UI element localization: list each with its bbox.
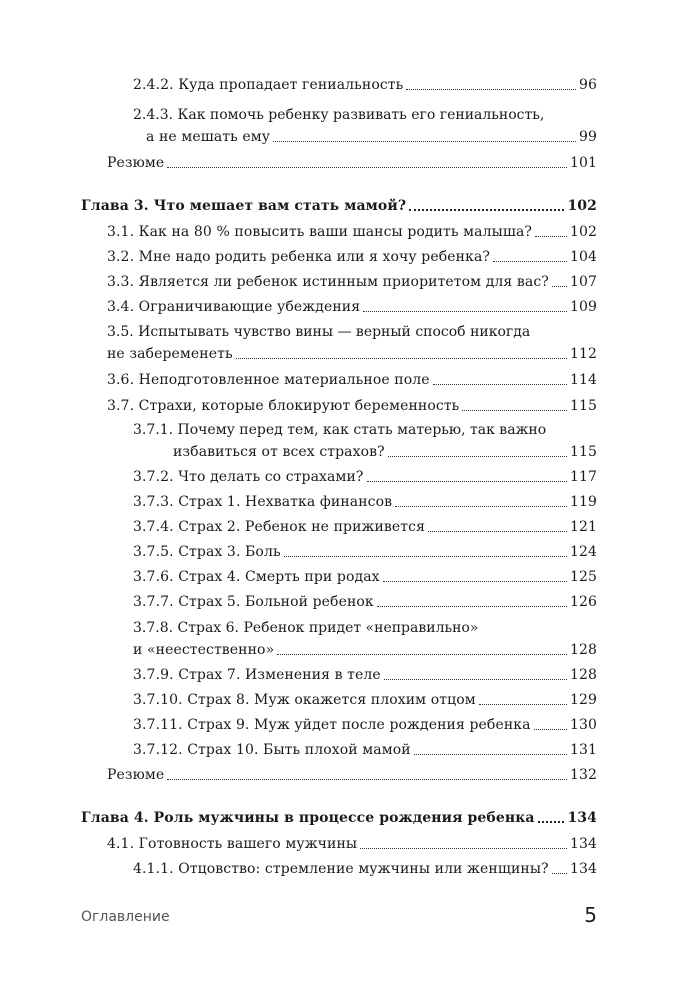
dot-leader: [479, 704, 567, 705]
toc-entry-title: 3.7.2. Что делать со страхами?: [133, 469, 364, 485]
toc-entry-title: 3.7.12. Страх 10. Быть плохой мамой: [133, 742, 411, 758]
dot-leader: [552, 873, 567, 874]
toc-chapter-page: 134: [567, 810, 597, 826]
toc-entry-title: 4.1.1. Отцовство: стремление мужчины или женщины?: [133, 861, 549, 877]
toc-entry[interactable]: [133, 638, 597, 662]
dot-leader: [363, 311, 567, 312]
toc-entry-page: 128: [569, 667, 597, 683]
dot-leader: [284, 556, 567, 557]
toc-entry[interactable]: [107, 245, 597, 269]
dot-leader: [395, 506, 567, 507]
toc-entry-page: 130: [569, 717, 597, 733]
dot-leader: [433, 384, 567, 385]
toc-entry-title: 3.1. Как на 80 % повысить ваши шансы родить малыша?: [107, 224, 533, 240]
toc-entry-page: 114: [569, 372, 597, 388]
toc-entry[interactable]: [133, 515, 597, 539]
toc-entry-page: 117: [569, 469, 597, 485]
toc-entry[interactable]: [107, 220, 597, 244]
toc-entry-title: а не мешать ему: [146, 129, 271, 145]
toc-entry[interactable]: [133, 663, 597, 687]
toc-chapter-title: Глава 4. Роль мужчины в процессе рождения ребенка: [81, 810, 535, 826]
toc-entry-title: Резюме: [107, 155, 165, 171]
toc-entry-title: избавиться от всех страхов?: [173, 444, 385, 460]
dot-leader: [428, 531, 567, 532]
toc-entry-title: 3.7.7. Страх 5. Больной ребенок: [133, 594, 374, 610]
dot-leader: [167, 167, 567, 168]
dot-leader: [406, 89, 576, 90]
toc-entry-title: не забеременеть: [107, 346, 233, 362]
toc-entry-page: 121: [569, 519, 597, 535]
toc-entry-title: 2.4.2. Куда пропадает гениальность: [133, 77, 404, 93]
running-footer-section: Оглавление: [81, 909, 170, 925]
toc-entry[interactable]: [133, 713, 597, 737]
dot-leader: [388, 456, 567, 457]
toc-entry[interactable]: [133, 590, 597, 614]
toc-entry-title: 3.7.10. Страх 8. Муж окажется плохим отцом: [133, 692, 476, 708]
toc-entry-title: и «неестественно»: [133, 642, 275, 658]
toc-entry-page: 126: [569, 594, 597, 610]
toc-entry-page: 134: [569, 861, 597, 877]
toc-entry-title: 3.6. Неподготовленное материальное поле: [107, 372, 430, 388]
toc-entry-page: 104: [569, 249, 597, 265]
toc-entry[interactable]: [107, 295, 597, 319]
toc-entry[interactable]: [173, 440, 597, 464]
toc-entry-page: 128: [569, 642, 597, 658]
toc-entry-page: 112: [569, 346, 597, 362]
dot-leader: [273, 141, 576, 142]
toc-entry-title: 3.7.11. Страх 9. Муж уйдет после рождения ребенка: [133, 717, 531, 733]
dot-leader: [360, 848, 567, 849]
toc-entry-first-line: 3.7.8. Страх 6. Ребенок придет «неправильно»: [133, 620, 479, 636]
toc-entry-page: 124: [569, 544, 597, 560]
toc-entry[interactable]: [133, 688, 597, 712]
toc-entry-page: 102: [569, 224, 597, 240]
toc-chapter-page: 102: [567, 198, 597, 214]
dot-leader: [538, 821, 565, 823]
toc-entry-title: 4.1. Готовность вашего мужчины: [107, 836, 358, 852]
dot-leader: [535, 236, 567, 237]
toc-entry-title: 3.7.6. Страх 4. Смерть при родах: [133, 569, 380, 585]
toc-entry-title: 3.7.5. Страх 3. Боль: [133, 544, 281, 560]
toc-entry[interactable]: [146, 125, 597, 149]
toc-entry-page: 125: [569, 569, 597, 585]
toc-entry-title: 3.7. Страхи, которые блокируют беременность: [107, 398, 460, 414]
toc-entry[interactable]: [133, 73, 597, 97]
toc-entry-title: 3.7.9. Страх 7. Изменения в теле: [133, 667, 381, 683]
toc-entry-title: 3.4. Ограничивающие убеждения: [107, 299, 361, 315]
toc-entry[interactable]: [133, 490, 597, 514]
toc-entry-page: 109: [569, 299, 597, 315]
dot-leader: [552, 286, 567, 287]
dot-leader: [493, 261, 567, 262]
toc-entry-page: 115: [569, 444, 597, 460]
toc-chapter-title: Глава 3. Что мешает вам стать мамой?: [81, 198, 407, 214]
dot-leader: [367, 481, 567, 482]
dot-leader: [167, 779, 567, 780]
toc-entry[interactable]: [107, 270, 597, 294]
toc-entry-first-line: 3.5. Испытывать чувство вины — верный способ никогда: [107, 324, 531, 340]
dot-leader: [383, 581, 567, 582]
toc-entry-page: 134: [569, 836, 597, 852]
page-number: 5: [584, 903, 597, 927]
toc-entry[interactable]: [133, 540, 597, 564]
dot-leader: [377, 606, 567, 607]
toc-entry-first-line: 3.7.1. Почему перед тем, как стать матерью, так важно: [133, 422, 547, 438]
dot-leader: [534, 729, 567, 730]
toc-entry[interactable]: [133, 565, 597, 589]
toc-entry[interactable]: [133, 465, 597, 489]
toc-entry[interactable]: [107, 342, 597, 366]
toc-entry-title: 3.3. Является ли ребенок истинным приоритетом для вас?: [107, 274, 549, 290]
toc-entry-page: 115: [569, 398, 597, 414]
toc-entry-page: 129: [569, 692, 597, 708]
toc-entry-page: 101: [569, 155, 597, 171]
toc-chapter[interactable]: [81, 806, 597, 830]
toc-entry[interactable]: [133, 738, 597, 762]
dot-leader: [384, 679, 567, 680]
dot-leader: [277, 654, 567, 655]
toc-entry-title: 3.7.4. Страх 2. Ребенок не приживется: [133, 519, 426, 535]
toc-entry-title: 3.2. Мне надо родить ребенка или я хочу ребенка?: [107, 249, 490, 265]
toc-entry[interactable]: [133, 857, 597, 881]
toc-entry-page: 119: [569, 494, 597, 510]
toc-entry-title: 3.7.3. Страх 1. Нехватка финансов: [133, 494, 393, 510]
toc-entry[interactable]: [107, 394, 597, 418]
toc-entry[interactable]: [107, 763, 597, 787]
toc-entry[interactable]: [107, 151, 597, 175]
toc-entry-title: Резюме: [107, 767, 165, 783]
dot-leader: [409, 209, 564, 211]
toc-entry-page: 96: [578, 77, 597, 93]
dot-leader: [414, 754, 567, 755]
toc-entry-page: 132: [569, 767, 597, 783]
toc-entry[interactable]: [107, 368, 597, 392]
toc-entry[interactable]: [107, 832, 597, 856]
toc-chapter[interactable]: [81, 194, 597, 218]
dot-leader: [462, 410, 567, 411]
toc-entry-page: 131: [569, 742, 597, 758]
dot-leader: [236, 358, 567, 359]
toc-entry-page: 99: [578, 129, 597, 145]
toc-entry-page: 107: [569, 274, 597, 290]
toc-entry-first-line: 2.4.3. Как помочь ребенку развивать его гениальность,: [133, 107, 545, 123]
